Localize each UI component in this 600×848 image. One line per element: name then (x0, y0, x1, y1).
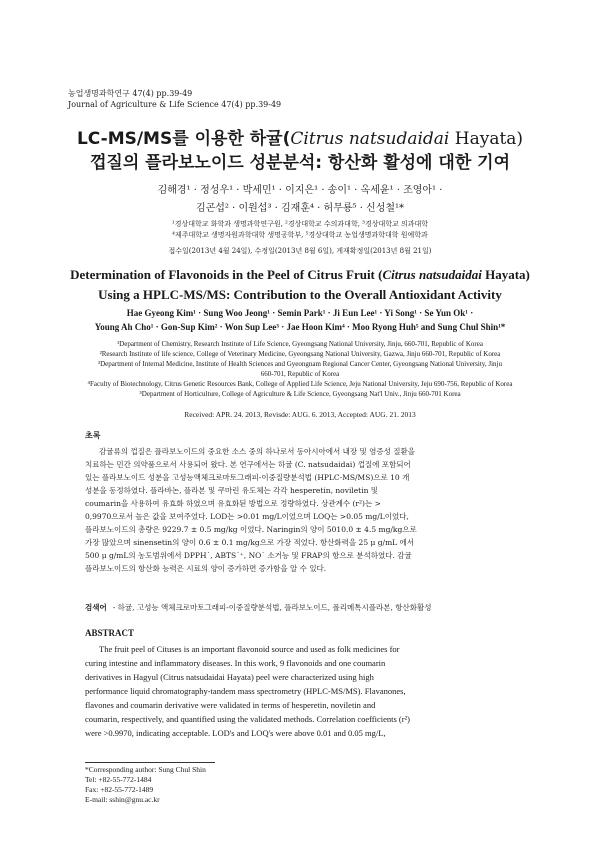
kr-title-prefix: LC-MS/MS를 이용한 하귤( (76, 129, 291, 149)
kr-abstract-line: coumarin을 사용하여 유효화 하였으며 유효화된 방법으로 정량하였다. 상관계수 (r²)는 > (85, 499, 381, 508)
kr-abstract-line: 성분을 동정하였다. 플라바논, 플라본 및 쿠마린 유도체는 각각 hesperetin, noviletin 및 (85, 486, 379, 495)
kr-title-species: Citrus natsudaidai (290, 129, 450, 149)
kr-abstract-line: 치료하는 민간 의약품으로서 사용되어 왔다. 본 연구에서는 하귤 (C. natsudaidai) 껍질에 포함되어 (85, 460, 411, 469)
kr-affil-line2: ⁴제주대학교 생명자원과학대학 생명공학부, ⁵경상대학교 농업생명과학대학 원예학과 (172, 231, 428, 239)
english-dates: Received: APR. 24. 2013, Revisde: AUG. 6. 2013, Accepted: AUG. 21. 2013 (184, 410, 416, 419)
kr-abstract-line: 500 μ g/mL의 농도범위에서 DPPH˙, ABTS˙⁺, NO˙ 소거능 및 FRAP의 항으로 분석하였다. 감귤 (85, 551, 412, 560)
keywords-text: - 하귤, 고성능 액체크로마토그래피-이중질량분석법, 플라보노이드, 폴리메톡시플라본, 항산화활성 (112, 603, 432, 612)
footnote-divider (85, 762, 215, 763)
en-affil-line: ⁵Department of Horticulture, College of Agriculture & Life Science, Gyeongsang Nat'l Univ., Jinju 660-701 Korea (139, 390, 461, 398)
korean-authors (0, 182, 600, 218)
journal-header (68, 88, 281, 110)
abstract-heading: ABSTRACT (85, 628, 135, 638)
kr-abstract-line: 있는 플라보노이드 성분을 고성능액체크로마토그래피-이중질량분석법 (HPLC-MS/MS)으로 10 개 (85, 473, 410, 482)
kr-abstract-line: 플라보노이드의 총량은 9229.7 ± 0.5 mg/kg 이었다. Naringin의 양이 5010.0 ± 4.5 mg/kg으로 (85, 525, 417, 534)
en-authors-line2: Young Ah Cho¹ · Gon-Sup Kim² · Won Sup Lee³ · Jae Hoon Kim⁴ · Moo Ryong Huh⁵ and Sung Chul Shin¹* (94, 322, 506, 332)
en-title-species: Citrus natsudaidai (382, 267, 482, 282)
abstract-line: performance liquid chromatography-tandem mass spectrometry (HPLC-MS/MS). Flavanones, (85, 686, 406, 696)
english-abstract (85, 642, 515, 740)
keywords (85, 602, 431, 613)
en-title-prefix: Determination of Flavonoids in the Peel of Citrus Fruit ( (70, 267, 383, 282)
en-affil-line: 660-701, Republic of Korea (260, 370, 340, 378)
abstract-line: coumarin, respectively, and quantified using the validated methods. Correlation coefficients (r²) (85, 714, 410, 724)
footnote (85, 765, 206, 805)
korean-abstract-heading: 초록 (85, 431, 101, 440)
journal-en: Journal of Agriculture & Life Science 47(4) pp.39-49 (68, 100, 282, 109)
kr-title-line2: 껍질의 플라보노이드 성분분석: 항산화 활성에 대한 기여 (89, 153, 510, 173)
abstract-line: were >0.9970, indicating acceptable. LOD's and LOQ's were above 0.01 and 0.05 mg/L, (85, 728, 386, 738)
korean-affiliations (0, 219, 600, 241)
korean-abstract (85, 445, 515, 575)
footnote-corresponding: *Corresponding author: Sung Chul Shin (85, 765, 206, 774)
en-title-line2: Using a HPLC-MS/MS: Contribution to the Overall Antioxidant Activity (98, 287, 502, 302)
kr-authors-line1: 김해경¹ · 정성우¹ · 박세민¹ · 이지은¹ · 송이¹ · 옥세윤¹ · 조영아¹ · (157, 185, 443, 196)
en-authors-line1: Hae Gyeong Kim¹ · Sung Woo Jeong¹ · Semin Park¹ · Ji Eun Lee¹ · Yi Song¹ · Se Yun Ok¹ · (126, 308, 474, 318)
english-authors (0, 306, 600, 334)
journal-kr: 농업생명과학연구 47(4) pp.39-49 (68, 89, 193, 98)
kr-abstract-line: 가장 많았으며 sinensetin의 양이 0.6 ± 0.1 mg/kg으로 가장 적었다. 항산화력을 25 μ g/mL 에서 (85, 538, 415, 547)
kr-affil-line1: ¹경상대학교 화학과 생명과학연구원, ²경상대학교 수의과대학, ³경상대학교 의과대학 (171, 220, 429, 228)
footnote-fax: Fax: +82-55-772-1489 (85, 785, 154, 794)
kr-abstract-line: 감귤류의 껍질은 플라보노이드의 중요한 소스 중의 하나로서 동아시아에서 내장 및 염증성 질환을 (99, 447, 416, 456)
en-affil-line: ³Department of Internal Medicine, Institute of Health Sciences and Gyeongnam Regional Cancer Center, Gyeongsang National University, Jinju (98, 360, 502, 368)
keywords-label: 검색어 (85, 603, 107, 612)
abstract-line: The fruit peel of Cituses is an important flavonoid source and used as folk medicines for (99, 644, 400, 654)
en-affil-line: ¹Department of Chemistry, Research Institute of Life Science, Gyeongsang National University, Jinju, 660-701, Republic of Korea (117, 340, 483, 348)
abstract-line: flavones and coumarin derivative were validated in terms of hesperetin, noviletin and (85, 700, 376, 710)
abstract-line: curing intestine and inflammatory diseases. In this work, 9 flavonoids and one coumarin (85, 658, 386, 668)
kr-abstract-line: 0,9970으로서 높은 값을 보여주었다. LOD는 >0.01 mg/L이었으며 LOQ는 >0.05 mg/L이었다, (85, 512, 409, 521)
korean-dates: 접수일(2013년 4월 24일), 수정일(2013년 8월 6일), 게재확정일(2013년 8월 21일) (168, 247, 432, 255)
footnote-tel: Tel: +82-55-772-1484 (85, 775, 152, 784)
en-title-suffix: Hayata) (481, 267, 530, 282)
korean-title (0, 127, 600, 175)
footnote-email: E-mail: sshin@gnu.ac.kr (85, 795, 160, 804)
english-affiliations (0, 339, 600, 399)
kr-title-suffix: Hayata) (449, 129, 524, 149)
english-title (0, 265, 600, 305)
en-affil-line: ²Research Institute of life science, College of Veterinary Medicine, Gyeongsang National University, Gazwa, Jinju 660-701, Republic of Korea (99, 350, 501, 358)
kr-abstract-line: 플라보노이드의 항산화 능력은 시료의 양이 증가하면 증가함을 알 수 있다. (85, 564, 327, 573)
kr-authors-line2: 김곤섭² · 이원섭³ · 김재훈⁴ · 허무룡⁵ · 신성철¹* (195, 203, 405, 214)
abstract-line: derivatives in Hagyul (Citrus natsudaidai Hayata) peel were characterized using high (85, 672, 374, 682)
en-affil-line: ⁴Faculty of Biotechnology, Citrus Genetic Resources Bank, College of Applied Life Science, Jeju National University, Jeju 690-756, Republic of Korea (87, 380, 513, 388)
